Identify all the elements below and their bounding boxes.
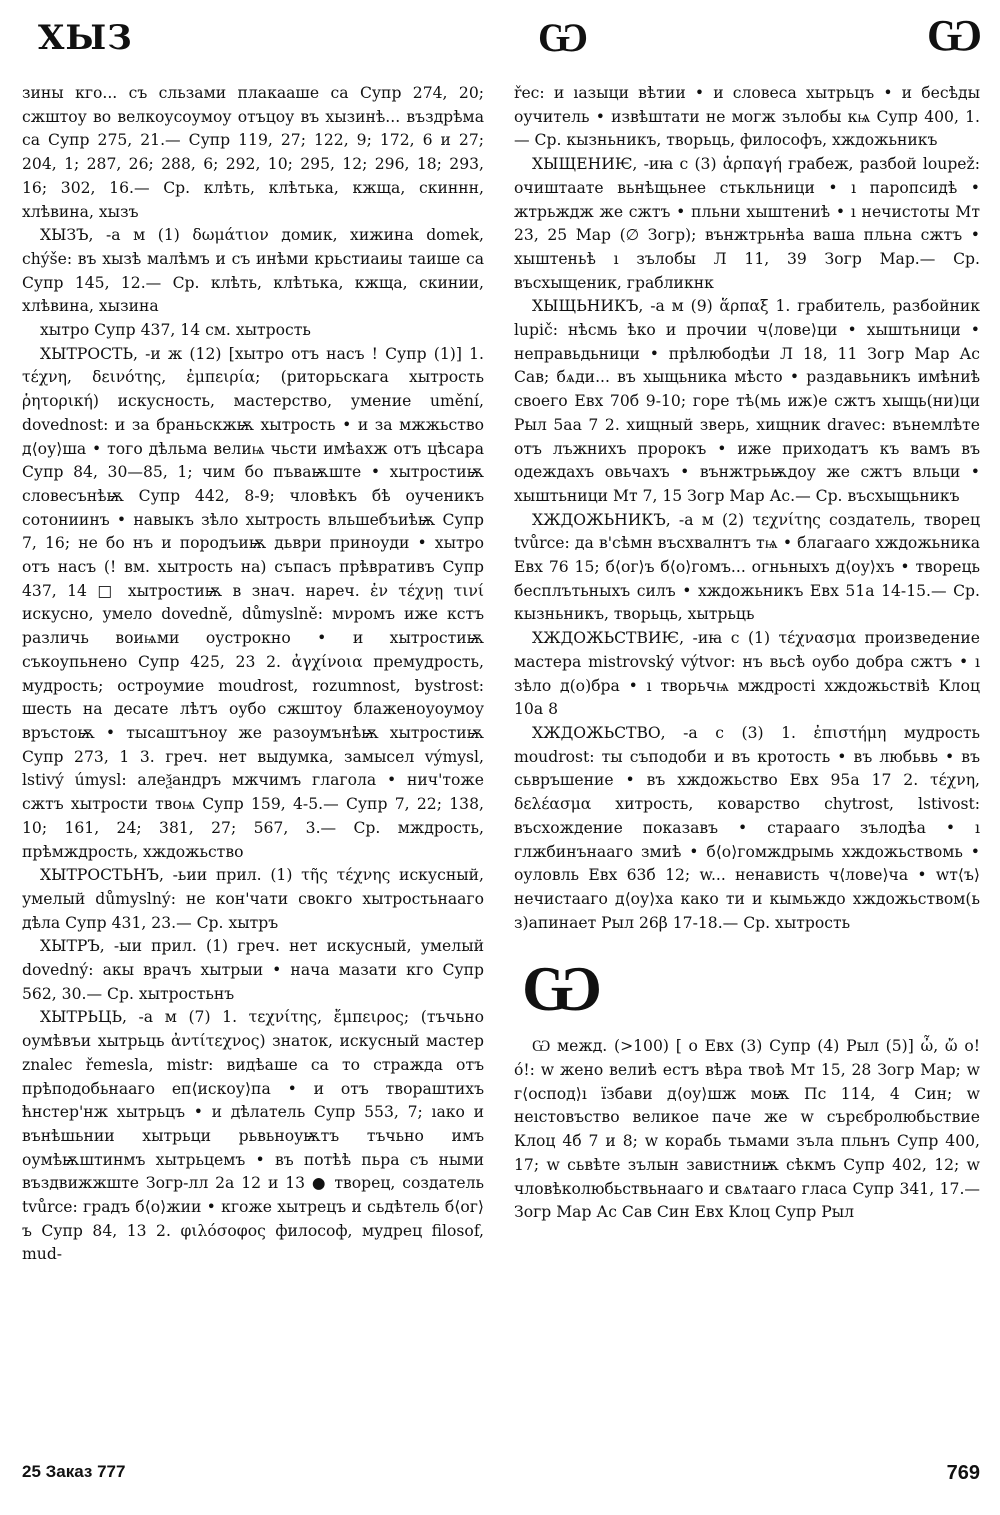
entry-khudozhstvie: ХЖДОЖЬСТВИѤ, -иꙗ с (1) τέχνασμα произведение мастера mistrovský výtvor: нъ вьсѣ оубо добра сжтъ • ı зѣло д(о)бра • ı творьчѩ мждрості хждожьствіѣ Клоц 10а 8 <box>514 629 980 719</box>
entry-khyshchenie: ХЫЩЕНИѤ, -иꙗ с (3) ἁρπαγή грабеж, разбой loupež: очиштаате вьнѣщьнее стькльници • ı паропсидѣ • жтрьждж же сжтъ • пльни хыштениѣ • ı нечистоты Мт 23, 25 Мар (∅ Зогр); вънжтрьнѣа ваша пльна сжтъ • хыштеньѣ ı зълобы Л 11, 39 Зогр Мар.— Ср. въсхыщеник, грабликнк <box>514 155 980 292</box>
entry-continuation-right: řec: и ıазыци вѣтии • и словеса хытрьцъ • и бесѣды оучитель • извѣштати не могж зълобы кѩ Супр 400, 1.— Ср. кызньникъ, творьць, философъ, хждожьникъ <box>514 84 980 150</box>
running-head-left: ХЫЗ <box>38 18 133 58</box>
section-letter-omega: Ѡ <box>522 951 603 1027</box>
entry-khytr: ХЫТРЪ, -ыи прил. (1) греч. нет искусный, умелый dovedný: акы врачъ хытрыи • нача мазати кго Супр 562, 30.— Ср. хытростьнъ <box>22 937 484 1003</box>
right-column <box>514 82 980 1225</box>
entry-khudozhstvo: ХЖДОЖЬСТВО, -а с (3) 1. ἐπιστήμη мудрость moudrost: ты съподоби и въ кротость • въ любьвь • въ сьвръшение • въ хждожьство Евх 95а 17 2. τέχνη, δελέασμα хитрость, коварство chytrost, lstivost: въсхождение показавъ • стараагo зълодѣа • ı глжбинънааго змиѣ • б⟨о⟩гомждрымь хждожьствомь • оуловль Евх 63б 12; w... ненависть ч⟨лове⟩ча • wт⟨ъ⟩ нечистааго д⟨оу⟩ха како ти и кымьждо хждожьством(ь з)апинает Рыл 26β 17-18.— Ср. хытрость <box>514 723 980 932</box>
entry-khyz: ХЫЗЪ, -а м (1) δωμάτιον домик, хижина domek, chýše: въ хызѣ малѣмъ и съ инѣми крьстиаиы таише са Супр 145, 12.— Ср. клѣть, клѣтька, кжща, скинии, хлѣвина, хызина <box>22 226 484 316</box>
left-column <box>22 82 484 1267</box>
entry-khytrost: ХЫТРОСТЬ, -и ж (12) [хытро отъ насъ ! Супр (1)] 1. τέχνη, δεινότης, ἐμπειρία; (риторьскага хытрость ῥητορική) искусность, мастерство, умение umění, dovednost: и за браньскжѭ хытрость • и за мжжьство д⟨оу⟩ша • того дѣльма велиѩ чьсти имѣахж отъ цѣсара Супр 84, 30—85, 1; чим бо пъваѭште • хытростиѭ словесънѣѭ Супр 442, 8-9; чловѣкъ бѣ оученикъ сотониинъ • навыкъ зѣло хытрость вльшебъиѣѭ Супр 7, 16; не бо нъ и породъиѭ дьври приноуди • хытро отъ насъ (! вм. хытрость на) съпасъ прѣвративъ Супр 437, 14 □ хытростиѭ в знач. нареч. ἐν τέχνῃ τινί искусно, умело dovedně, důmyslně: мνромъ иже кстъ различь воиѩми оустрокно • и хытростиѭ съкоупьнено Супр 425, 23 2. ἀγχίνοια премудрость, мудрость; остроумие moudrost, rozumnost, bystrost: шесть на десате лѣтъ оубо сжштоу блаженоуоумоу връстоѭ • тысаштъноу же разоумънѣѭ хытростиѭ Супр 273, 1 3. греч. нет выдумка, замысел výmysl, lstivý úmysl: алеѯандръ мжчимъ глагола • нич'тоже сжтъ хытрости твоѩ Супр 159, 4-5.— Супр 7, 22; 138, 10; 161, 24; 381, 27; 567, 3.— Ср. мждрость, прѣмждрость, хждожьство <box>22 344 484 861</box>
entry-khytrets: ХЫТРЬЦЬ, -а м (7) 1. τεχνίτης, ἔμπειρος; (тъчьно оумѣвъи хытрьць ἀντίτεχνος) знаток, искусный мастер znalec řemesla, mistr: видѣаше са то стражда отъ прѣподобьнааго еп⟨искоу⟩па • и отъ твораштихъ ћнстер'нж хытрьцъ • и дѣлатель Супр 553, 7; ıако и вънѣшьнии хытрьци рьвьноуѭтъ тъчьно имъ оумѣѭштинмъ хытрьцемъ • въ потѣѣ пьра съ ными въздвижжште Зогр-лл 2а 12 и 13 ● творец, создатель tvůrce: градъ б⟨о⟩жии • кгоже хытрецъ и сьдѣтель б⟨ог⟩ъ Супр 84, 13 2. φιλόσοφος философ, мудрец filosof, mud- <box>22 1008 484 1264</box>
running-head-right: Ѡ <box>926 10 982 61</box>
entry-khytrostn: ХЫТРОСТЬНЪ, -ьии прил. (1) τῆς τέχνης искусный, умелый důmyslný: не кон'чати свокго хытростьнааго дѣла Супр 431, 23.— Ср. хытръ <box>22 866 484 932</box>
page-number: 769 <box>946 1462 980 1484</box>
running-head-mid: Ѡ <box>538 14 589 61</box>
entry-omega: Ѡ межд. (>100) [ о Евх (3) Супр (4) Рыл (5)] ὦ, ὤ о! ó!: w жено велиѣ естъ вѣра твоѣ Мт 15, 28 Зогр Мар; w г⟨оспод⟩ı їзбави д⟨оу⟩шж моѭ Пс 114, 4 Син; w неıстовъство великое паче же w сърєбролюбьствие Клоц 4б 7 и 8; w корабь тьмами зъла пльнъ Супр 400, 17; w сьвѣте зълын завистниѭ сѣкмъ Супр 402, 12; w чловѣколюбьствьнааго и свѧтааго гласа Супр 341, 17.— Зогр Мар Ас Сав Син Евх Клоц Супр Рыл <box>514 1037 980 1222</box>
entry-khyshchnik: ХЫЩЬНИКЪ, -а м (9) ἅρπαξ 1. грабитель, разбойник lupič: нѣсмь ѣко и прочии ч⟨лове⟩ци • хыштьници • неправьдьници • прѣлюбодѣи Л 18, 11 Зогр Мар Ас Сав; бѧди... въ хыщьника мѣсто • раздавьникъ имѣниѣ своего Евх 70б 9-10; горе тѣ(мь иж)е сжтъ хыщь(ни)ци Рыл 5аа 7 2. хищный зверь, хищник dravec: вънемлѣте отъ лъжнихъ пророкъ • иже приходатъ къ вамъ въ одеждахъ овьчахъ • вънжтрьѭдоу же сжтъ вльци • хыштьници Мт 7, 15 Зогр Мар Ас.— Ср. въсхыщьникъ <box>514 297 980 505</box>
entry-continuation: зины кго... съ сльзами плакааше са Супр 274, 20; сжштоу во велкоусоумоу отъцоу въ хызинѣ... въздрѣма са Супр 275, 21.— Супр 119, 27; 122, 9; 172, 6 и 27; 204, 1; 287, 26; 288, 6; 292, 10; 295, 12; 296, 18; 293, 16; 302, 16.— Ср. клѣть, клѣтька, кжща, скиннн, хлѣвина, хызъ <box>22 84 484 221</box>
entry-khudozhnik: ХЖДОЖЬНИКЪ, -а м (2) τεχνίτης создатель, творец tvůrce: да в'сѣмн въсхвалнтъ тѩ • благааго хждожьника Евх 76 15; б⟨ог⟩ъ б⟨о⟩гомъ... огньныхъ д⟨оу⟩хъ • творець бесплътьныхъ силъ • хждожьникъ Евх 51а 14-15.— Ср. кызньникъ, творьць, хытрьць <box>514 510 980 624</box>
printer-mark: 25 Заказ 777 <box>22 1462 126 1481</box>
entry-khytro: хытро Супр 437, 14 см. хытрость <box>40 321 311 340</box>
